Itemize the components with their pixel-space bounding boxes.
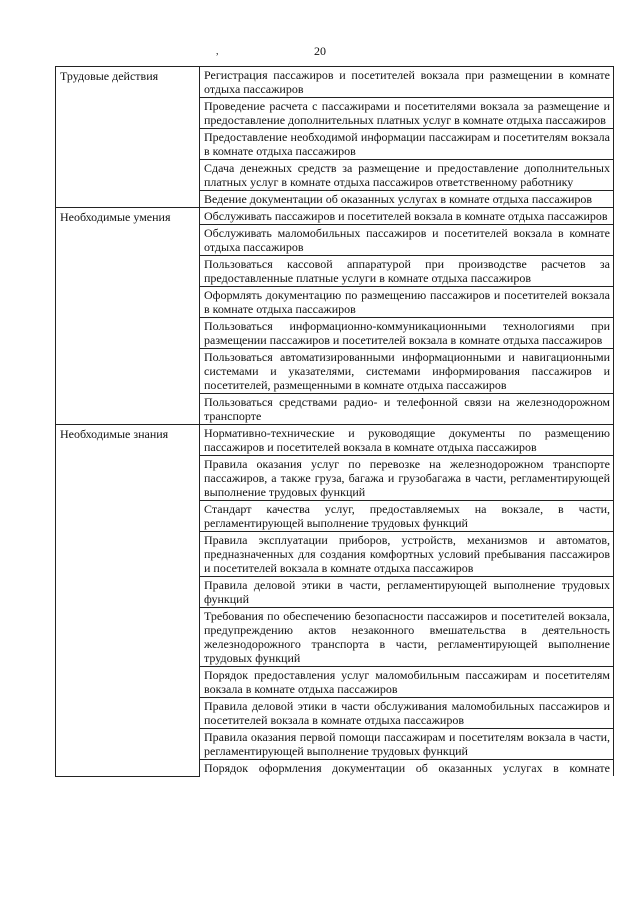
section-item: Пользоваться автоматизированными информационными и навигационными системами и указателями, системами информирования пассажиров и посетителей, размещенными в комнате отдыха пассажиров: [200, 349, 614, 394]
section-item: Предоставление необходимой информации пассажирам и посетителям вокзала в комнате отдыха пассажиров: [200, 129, 614, 160]
section-item: Сдача денежных средств за размещение и предоставление дополнительных платных услуг в комнате отдыха пассажиров ответственному работнику: [200, 160, 614, 191]
requirements-table: [55, 66, 614, 777]
section-item: Проведение расчета с пассажирами и посетителями вокзала за размещение и предоставление дополнительных платных услуг в комнате отдыха пассажиров: [200, 98, 614, 129]
section-item: Обслуживать маломобильных пассажиров и посетителей вокзала в комнате отдыха пассажиров: [200, 225, 614, 256]
section-item: Стандарт качества услуг, предоставляемых на вокзале, в части, регламентирующей выполнение трудовых функций: [200, 501, 614, 532]
section-item: Пользоваться информационно-коммуникационными технологиями при размещении пассажиров и посетителей вокзала в комнате отдыха пассажиров: [200, 318, 614, 349]
table-row: [56, 425, 614, 456]
table-row: [56, 208, 614, 225]
section-item: Регистрация пассажиров и посетителей вокзала при размещении в комнате отдыха пассажиров: [200, 67, 614, 98]
section-item: Правила деловой этики в части, регламентирующей выполнение трудовых функций: [200, 577, 614, 608]
section-label-labor-actions: Трудовые действия: [56, 67, 200, 208]
section-item: Пользоваться кассовой аппаратурой при производстве расчетов за предоставленные платные услуги в комнате отдыха пассажиров: [200, 256, 614, 287]
section-item: Обслуживать пассажиров и посетителей вокзала в комнате отдыха пассажиров: [200, 208, 614, 225]
section-item: Нормативно-технические и руководящие документы по размещению пассажиров и посетителей вокзала в комнате отдыха пассажиров: [200, 425, 614, 456]
page-number: 20: [314, 44, 326, 58]
section-item: Пользоваться средствами радио- и телефонной связи на железнодорожном транспорте: [200, 394, 614, 425]
section-item: Правила эксплуатации приборов, устройств, механизмов и автоматов, предназначенных для создания комфортных условий пребывания пассажиров и посетителей вокзала в комнате отдыха пассажиров: [200, 532, 614, 577]
section-item: Правила оказания услуг по перевозке на железнодорожном транспорте пассажиров, а также груза, багажа и грузобагажа в части, регламентирующей выполнение трудовых функций: [200, 456, 614, 501]
section-label-required-skills: Необходимые умения: [56, 208, 200, 425]
table-row: [56, 67, 614, 98]
section-item: Оформлять документацию по размещению пассажиров и посетителей вокзала в комнате отдыха пассажиров: [200, 287, 614, 318]
section-item: Порядок предоставления услуг маломобильным пассажирам и посетителям вокзала в комнате отдыха пассажиров: [200, 667, 614, 698]
stray-mark: ,: [216, 46, 219, 57]
requirements-table-body: [56, 67, 614, 777]
section-label-required-knowledge: Необходимые знания: [56, 425, 200, 777]
section-item: Правила деловой этики в части обслуживания маломобильных пассажиров и посетителей вокзала в комнате отдыха пассажиров: [200, 698, 614, 729]
section-item: Правила оказания первой помощи пассажирам и посетителям вокзала в части, регламентирующей выполнение трудовых функций: [200, 729, 614, 760]
section-item: Требования по обеспечению безопасности пассажиров и посетителей вокзала, предупреждению актов незаконного вмешательства в деятельность железнодорожного транспорта в части, регламентирующей выполнение трудовых функций: [200, 608, 614, 667]
section-item: Ведение документации об оказанных услугах в комнате отдыха пассажиров: [200, 191, 614, 208]
section-item: Порядок оформления документации об оказанных услугах в комнате: [200, 760, 614, 777]
